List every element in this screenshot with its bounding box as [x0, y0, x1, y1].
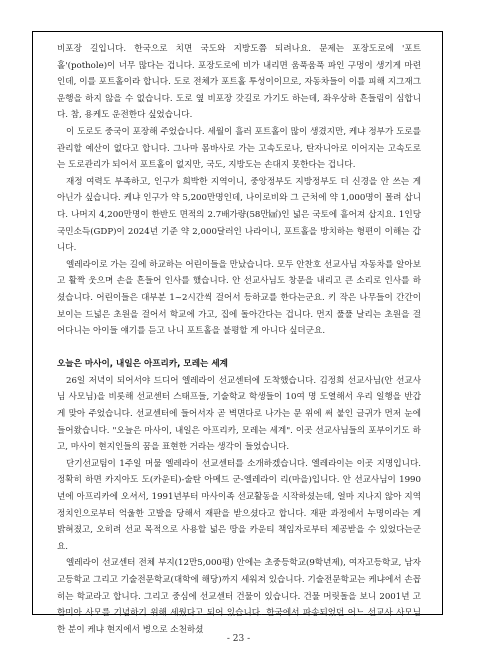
paragraph-1: 비포장 길입니다. 한국으로 치면 국도와 지방도쯤 되려나요. 문제는 포장도로에 '포트홀'(pothole)이 너무 많다는 겁니다. 포장도로에 비가 내리면 움푹움푹 파인 구멍이 생기게 마련인데, 이를 포트홀이라 합니다. 도로 전체가 포트홀 투성이이므로, 자동차들이 이를 피해 지그재그 운행을 하지 않을 수 없습니다. 도로 옆 비포장 갓길로 가기도 하는데, 좌우상하 흔들림이 심합니다. 참, 용케도 운전한다 싶었습니다.: [57, 44, 421, 121]
paragraph-5: 26일 저녁이 되어서야 드디어 엘레라이 선교센터에 도착했습니다. 김정희 선교사님(안 선교사님 사모님)을 비롯해 선교센터 스태프들, 기술학교 학생들이 10여 명 도열해서 우리 일행을 반갑게 맞아 주었습니다. 선교센터에 들어서자 곧 벽면다로 나가는 문 위에 써 붙인 글귀가 먼저 눈에 들어왔습니다. "오늘은 마사이, 내일은 아프리카, 모레는 세계". 이곳 선교사님들의 포부이기도 하고, 마사이 현지인들의 꿈을 표현한 거라는 생각이 들었습니다.: [57, 375, 421, 453]
paragraph-2: 이 도로도 중국이 포장해 주었습니다. 세월이 흘러 포트홀이 많이 생겼지만, 케냐 정부가 도로를 관리할 예산이 없다고 합니다. 그나마 몸바사로 가는 고속도로나, 탄자니아로 이어지는 고속도로는 도로관리가 되어서 포트홀이 없지만, 국도, 지방도는 손대지 못한다는 겁니다.: [57, 126, 421, 171]
page-frame: [32, 31, 443, 635]
paragraph-7: 엘레라이 선교센터 전체 부지(12만5,000평) 안에는 초중등학교(9학년제), 여자고등학교, 남자고등학교 그리고 기술전문학교(대학에 해당)까지 세워져 있습니다. 기술전문학교는 케냐에서 손꼽히는 학교라고 합니다. 그리고 중심에 선교센터 건물이 있습니다. 건물 머릿돌을 보니 2001년 고 한미아 사모를 기념하기 위해 세웠다고 되어 있습니다. 한국에서 파송되었던 어느 선교사 사모님 한 분이 케냐 현지에서 병으로 소천하셨: [57, 558, 421, 635]
section-title: 오늘은 마사이, 내일은 아프리카, 모레는 세계: [57, 359, 228, 370]
paragraph-3: 재정 여력도 부족하고, 인구가 희박한 지역이니, 중앙정부도 지방정부도 더 신경을 안 쓰는 게 아닌가 싶습니다. 케냐 인구가 약 5,200만명인데, 나이로비와 그 근처에 약 1,000명이 몰려 삽니다. 나머지 4,200만명이 한반도 면적의 2.7배가량(58만㎢)인 넓은 국토에 흩어져 삽지요. 1인당 국민소득(GDP)이 2024년 기준 약 2,000달러인 나라이니, 포트홀을 방치하는 형편이 이해는 갑니다.: [57, 176, 421, 254]
section-gap: [57, 340, 421, 357]
article-body: [57, 41, 421, 638]
paragraph-6: 단기선교팀이 1주일 머물 엘레라이 선교센터를 소개하겠습니다. 엘레라이는 이곳 지명입니다. 정확히 하면 카지아도 도(카운티)-술탄 아메드 군-엘레라이 리(마을)입니다. 안 선교사님이 1990년에 아프리카에 오셔서, 1991년부터 마사이족 선교활동을 시작하셨는데, 얼마 지나지 않아 지역 정치인으로부터 억울한 고발을 당해서 재판을 받으셨다고 합니다. 재판 과정에서 누명이라는 게 밝혀졌고, 오히려 선교 목적으로 사용할 넓은 땅을 카운티 책임자로부터 제공받을 수 있었다는군요.: [57, 458, 421, 552]
paragraph-4: 엘레라이로 가는 길에 하교하는 어린이들을 만났습니다. 모두 안찬호 선교사님 자동차를 알아보고 활짝 웃으며 손을 흔들어 인사를 했습니다. 안 선교사님도 창문을 내리고 큰 소리로 인사를 하셨습니다. 어린이들은 대부분 1~2시간씩 걸어서 등하교를 한다는군요. 키 작은 나무들이 간간이 보이는 드넓은 초원을 걸어서 학교에 가고, 집에 돌아간다는 겁니다. 먼지 풀풀 날리는 초원을 걸어다니는 아이들 얘기를 듣고 나니 포트홀을 불평할 게 아니다 싶더군요.: [57, 259, 421, 337]
page-number: - 23 -: [226, 634, 251, 644]
